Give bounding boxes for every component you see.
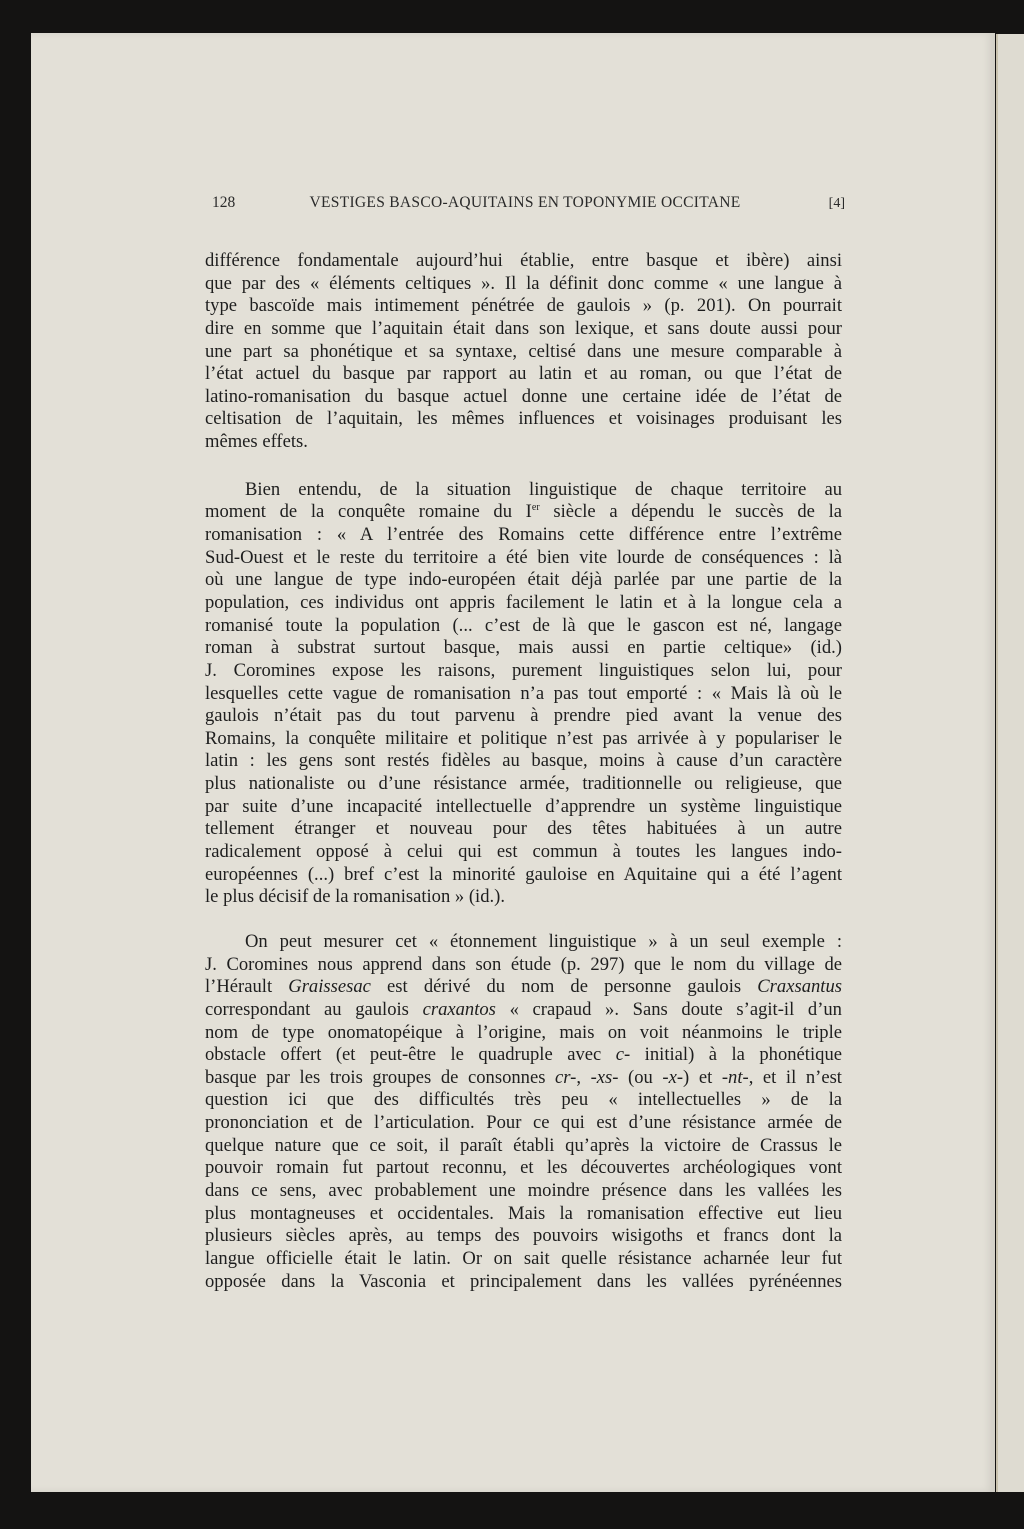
- italic-term: craxantos: [422, 998, 496, 1020]
- page-number: 128: [212, 194, 236, 211]
- text-line: [205, 524, 842, 547]
- text-line: [205, 431, 842, 454]
- text-run: obstacle offert (et peut-être le quadruple avec: [205, 1044, 616, 1066]
- text-line: [205, 1271, 842, 1294]
- text-line: [205, 728, 842, 751]
- text-line: [205, 1044, 842, 1067]
- text-run: différence fondamentale aujourd’hui établie, entre basque et ibère) ainsi: [205, 250, 842, 271]
- text-line: [205, 1248, 842, 1271]
- text-run: dire en somme que l’aquitain était dans son lexique, et sans doute aussi pour: [205, 317, 842, 339]
- text-run: langue officielle était le latin. Or on sait quelle résistance acharnée leur fut: [205, 1247, 842, 1269]
- italic-term: c-: [615, 1044, 631, 1066]
- superscript: er: [531, 502, 540, 514]
- text-run: prononciation et de l’articulation. Pour ce qui est d’une résistance armée de: [205, 1112, 842, 1134]
- text-run: opposée dans la Vasconia et principalement dans les vallées pyrénéennes: [205, 1270, 842, 1292]
- text-line: [205, 886, 842, 909]
- text-run: que par des « éléments celtiques ». Il la définit donc comme « une langue à: [205, 272, 842, 294]
- text-run: basque par les trois groupes de consonnes: [205, 1066, 556, 1088]
- text-line: [205, 637, 842, 660]
- text-run: celtisation de l’aquitain, les mêmes influences et voisinages produisant les: [205, 408, 842, 430]
- text-run: lesquelles cette vague de romanisation n’a pas tout emporté : « Mais là où le: [205, 682, 842, 704]
- text-run: le plus décisif de la romanisation » (id.).: [205, 886, 506, 908]
- running-header: [205, 194, 845, 214]
- next-page-edge: [996, 34, 1024, 1492]
- text-line: [205, 683, 842, 706]
- text-line: [205, 931, 842, 954]
- text-line: [205, 273, 842, 296]
- text-line: [205, 1203, 842, 1226]
- text-run: (ou: [618, 1066, 663, 1088]
- text-line: [205, 705, 842, 728]
- text-run: siècle a dépendu le succès de la: [539, 501, 842, 523]
- paragraph: [205, 250, 842, 454]
- text-line: [205, 1180, 842, 1203]
- text-line: [205, 750, 842, 773]
- text-run: romanisation : « A l’entrée des Romains cette différence entre l’extrême: [205, 524, 842, 546]
- text-line: [205, 569, 842, 592]
- italic-term: -x-: [662, 1066, 684, 1088]
- text-line: [205, 250, 842, 273]
- text-run: ,: [576, 1066, 591, 1088]
- text-run: initial) à la phonétique: [630, 1044, 842, 1066]
- text-line: [205, 796, 842, 819]
- text-run: population, ces individus ont appris facilement le latin et à la longue cela a: [205, 591, 842, 613]
- text-run: plusieurs siècles après, au temps des pouvoirs wisigoths et francs dont la: [205, 1225, 842, 1247]
- text-run: plus nationaliste ou d’une résistance armée, traditionnelle ou religieuse, que: [205, 773, 842, 795]
- text-line: [205, 1067, 842, 1090]
- text-run: type bascoïde mais intimement pénétrée de gaulois » (p. 201). On pourrait: [205, 295, 842, 317]
- text-run: européennes (...) bref c’est la minorité gauloise en Aquitaine qui a été l’agent: [205, 863, 842, 885]
- text-run: question ici que des difficultés très peu « intellectuelles » de la: [205, 1089, 842, 1111]
- text-run: par suite d’une incapacité intellectuelle d’apprendre un système linguistique: [205, 795, 842, 817]
- text-line: [205, 864, 842, 887]
- text-run: latino-romanisation du basque actuel donne une certaine idée de l’état de: [205, 385, 842, 407]
- text-line: [205, 408, 842, 431]
- text-run: correspondant au gaulois: [205, 998, 423, 1020]
- text-run: quelque nature que ce soit, il paraît établi qu’après la victoire de Crassus le: [205, 1134, 842, 1156]
- text-run: l’Hérault: [205, 976, 289, 998]
- text-run: moment de la conquête romaine du I: [205, 501, 532, 523]
- italic-term: -nt-: [721, 1066, 749, 1088]
- text-line: [205, 318, 842, 341]
- text-line: [205, 1089, 842, 1112]
- text-line: [205, 841, 842, 864]
- body-text: [205, 250, 842, 1293]
- text-run: une part sa phonétique et sa syntaxe, celtisé dans une mesure comparable à: [205, 340, 842, 362]
- text-run: tellement étranger et nouveau pour des têtes habituées à un autre: [205, 818, 842, 840]
- text-line: [205, 1157, 842, 1180]
- text-line: [205, 341, 842, 364]
- text-run: Bien entendu, de la situation linguistique de chaque territoire au: [245, 478, 842, 500]
- text-run: l’état actuel du basque par rapport au latin et au roman, ou que l’état de: [205, 363, 842, 385]
- text-line: [205, 479, 842, 502]
- text-run: Sud-Ouest et le reste du territoire a été bien vite lourde de conséquences : là: [205, 546, 842, 568]
- text-run: nom de type onomatopéique à l’origine, mais on voit néanmoins le triple: [205, 1021, 842, 1043]
- text-run: gaulois n’était pas du tout parvenu à prendre pied avant la venue des: [205, 705, 842, 727]
- text-run: latin : les gens sont restés fidèles au basque, moins à cause d’un caractère: [205, 750, 842, 772]
- text-run: pouvoir romain fut partout reconnu, et les découvertes archéologiques vont: [205, 1157, 842, 1179]
- italic-term: -xs-: [590, 1066, 619, 1088]
- text-run: radicalement opposé à celui qui est commun à toutes les langues indo-: [205, 841, 842, 863]
- text-line: [205, 818, 842, 841]
- text-line: [205, 615, 842, 638]
- text-line: [205, 386, 842, 409]
- text-run: , et il n’est: [748, 1066, 842, 1088]
- text-line: [205, 1112, 842, 1135]
- text-line: [205, 1135, 842, 1158]
- text-run: J. Coromines expose les raisons, purement linguistiques selon lui, pour: [205, 659, 842, 681]
- text-run: J. Coromines nous apprend dans son étude (p. 297) que le nom du village de: [205, 953, 842, 975]
- text-run: Romains, la conquête militaire et politique n’est pas arrivée à y populariser le: [205, 727, 842, 749]
- text-run: mêmes effets.: [205, 431, 308, 453]
- text-run: plus montagneuses et occidentales. Mais la romanisation effective eut lieu: [205, 1202, 842, 1224]
- paragraph: [205, 931, 842, 1293]
- text-line: [205, 295, 842, 318]
- italic-term: cr-: [555, 1066, 577, 1088]
- text-run: romanisé toute la population (... c’est de là que le gascon est né, langage: [205, 614, 842, 636]
- text-run: dans ce sens, avec probablement une moindre présence dans les vallées les: [205, 1179, 842, 1201]
- text-line: [205, 501, 842, 524]
- italic-term: Graissesac: [288, 976, 371, 998]
- text-line: [205, 1022, 842, 1045]
- running-title: VESTIGES BASCO-AQUITAINS EN TOPONYMIE OCCITANE: [309, 194, 741, 211]
- text-line: [205, 999, 842, 1022]
- text-run: est dérivé du nom de personne gaulois: [370, 976, 758, 998]
- text-run: roman à substrat surtout basque, mais aussi en partie celtique» (id.): [205, 637, 842, 659]
- text-line: [205, 1225, 842, 1248]
- paragraph: [205, 479, 842, 909]
- section-number: [4]: [828, 196, 845, 211]
- text-line: [205, 773, 842, 796]
- italic-term: Craxsantus: [757, 976, 842, 998]
- text-line: [205, 660, 842, 683]
- text-line: [205, 976, 842, 999]
- text-line: [205, 592, 842, 615]
- text-line: [205, 547, 842, 570]
- text-line: [205, 363, 842, 386]
- text-run: On peut mesurer cet « étonnement linguistique » à un seul exemple :: [245, 930, 842, 952]
- text-run: ) et: [683, 1066, 722, 1088]
- text-run: où une langue de type indo-européen était déjà parlée par une partie de la: [205, 569, 842, 591]
- text-line: [205, 954, 842, 977]
- text-run: « crapaud ». Sans doute s’agit-il d’un: [495, 998, 842, 1020]
